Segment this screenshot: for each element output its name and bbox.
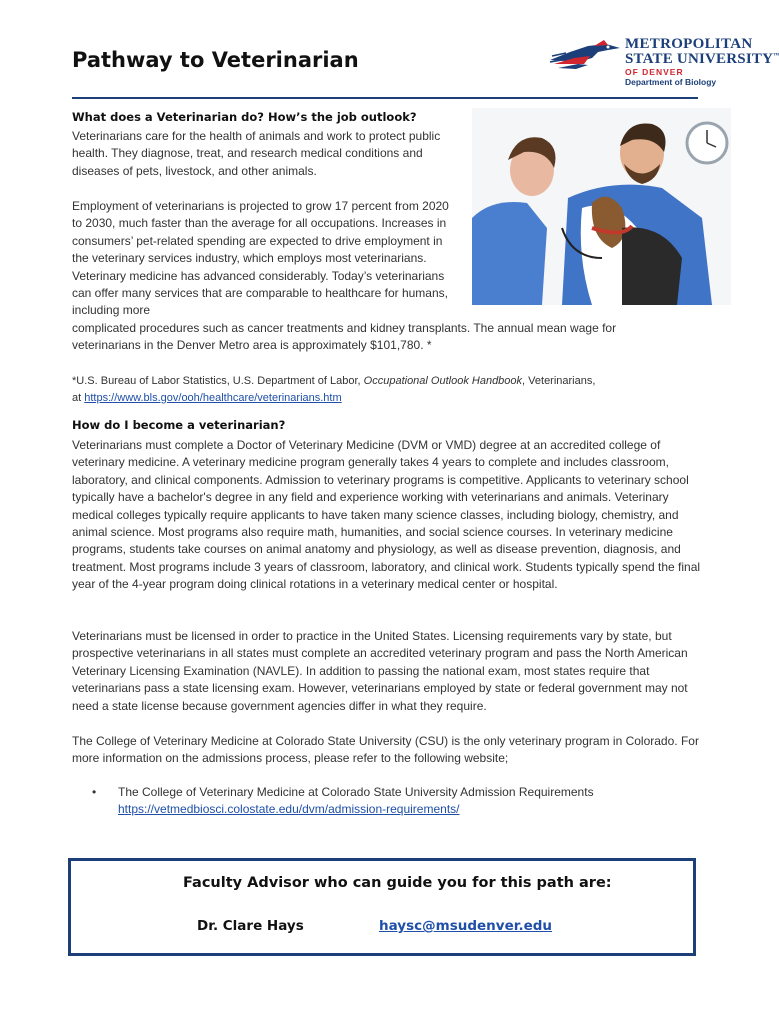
- outlook-paragraph-continued: complicated procedures such as cancer treatments and kidney transplants. The annual mean wage for veterinarians in the Denver Metro area is approximately $101,780. *: [72, 321, 617, 353]
- logo-line-metropolitan: METROPOLITAN: [625, 36, 753, 52]
- csu-paragraph: The College of Veterinary Medicine at Colorado State University (CSU) is the only veterinary program in Colorado. For more information on the admissions process, please refer to the following website;: [72, 734, 699, 766]
- outlook-paragraph: Employment of veterinarians is projected to grow 17 percent from 2020 to 2030, much faster than the average for all occupations. Increases in consumers’ pet-related spending are expected to drive employment in the veterinary services industry, which employs most veterinarians. Veterinary medicine has advanced considerably. Today’s veterinarians can offer many services that are comparable to healthcare for humans, including more: [72, 199, 449, 318]
- logo-department: Department of Biology: [625, 77, 717, 87]
- csu-admission-link[interactable]: https://vetmedbiosci.colostate.edu/dvm/admission-requirements/: [118, 802, 460, 817]
- education-paragraph: Veterinarians must complete a Doctor of Veterinary Medicine (DVM or VMD) degree at an accredited college of veterinary medicine. A veterinary medicine program generally takes 4 years to complete and includes classroom, laboratory, and clinical components. Admission to veterinary programs is competitive. Applicants to veterinary school typically have a bachelor's degree in any field and experience working with veterinarians and animals. Veterinary medical colleges typically require applicants to have taken many science classes, including biology, chemistry, and animal science. Most programs also require math, humanities, and social science courses. In veterinary medicine programs, students take courses on animal anatomy and physiology, as well as disease prevention, diagnosis, and treatment. Most programs include 3 years of classroom, laboratory, and clinical work. Students typically spend the final year of the 4-year program doing clinical rotations in a veterinary medical center or hospital.: [72, 438, 701, 592]
- section-heading-how-to-become: How do I become a veterinarian?: [72, 418, 286, 432]
- licensing-paragraph: Veterinarians must be licensed in order to practice in the United States. Licensing requirements vary by state, but prospective veterinarians in all states must complete an accredited veterinary program and pass the North American Veterinary Licensing Examination (NAVLE). In addition to passing the national exam, most states require that veterinarians pass a state licensing exam. However, veterinarians employed by state or federal government may not need a state license because government agencies differ in what they require.: [72, 629, 688, 713]
- faculty-advisor-box: [68, 858, 696, 956]
- logo-line-of-denver: OF DENVER: [625, 67, 684, 77]
- advisor-name: Dr. Clare Hays: [197, 918, 304, 934]
- advisor-email-link[interactable]: haysc@msudenver.edu: [379, 918, 553, 934]
- bullet-icon: •: [92, 785, 97, 799]
- bls-link[interactable]: https://www.bls.gov/ooh/healthcare/veterinarians.htm: [84, 391, 342, 404]
- veterinarians-with-dog-photo: [472, 108, 731, 305]
- intro-paragraph: Veterinarians care for the health of animals and work to protect public health. They diagnose, treat, and research medical conditions and diseases of pets, livestock, and other animals.: [72, 129, 441, 178]
- logo-line-state-university: STATE UNIVERSITY™: [625, 51, 779, 67]
- section-heading-job-outlook: What does a Veterinarian do? How’s the job outlook?: [72, 110, 417, 124]
- title-divider: [72, 97, 698, 99]
- advisor-heading: Faculty Advisor who can guide you for this path are:: [183, 875, 612, 891]
- reference-citation: *U.S. Bureau of Labor Statistics, U.S. Department of Labor, Occupational Outlook Handbook, Veterinarians, at https://www.bls.gov/ooh/healthcare/veterinarians.htm: [72, 375, 596, 404]
- bullet-text: The College of Veterinary Medicine at Colorado State University Admission Requirements: [118, 785, 594, 799]
- page-title: Pathway to Veterinarian: [72, 48, 359, 72]
- msu-denver-logo: [548, 34, 779, 90]
- roadrunner-logo-icon: [548, 38, 622, 74]
